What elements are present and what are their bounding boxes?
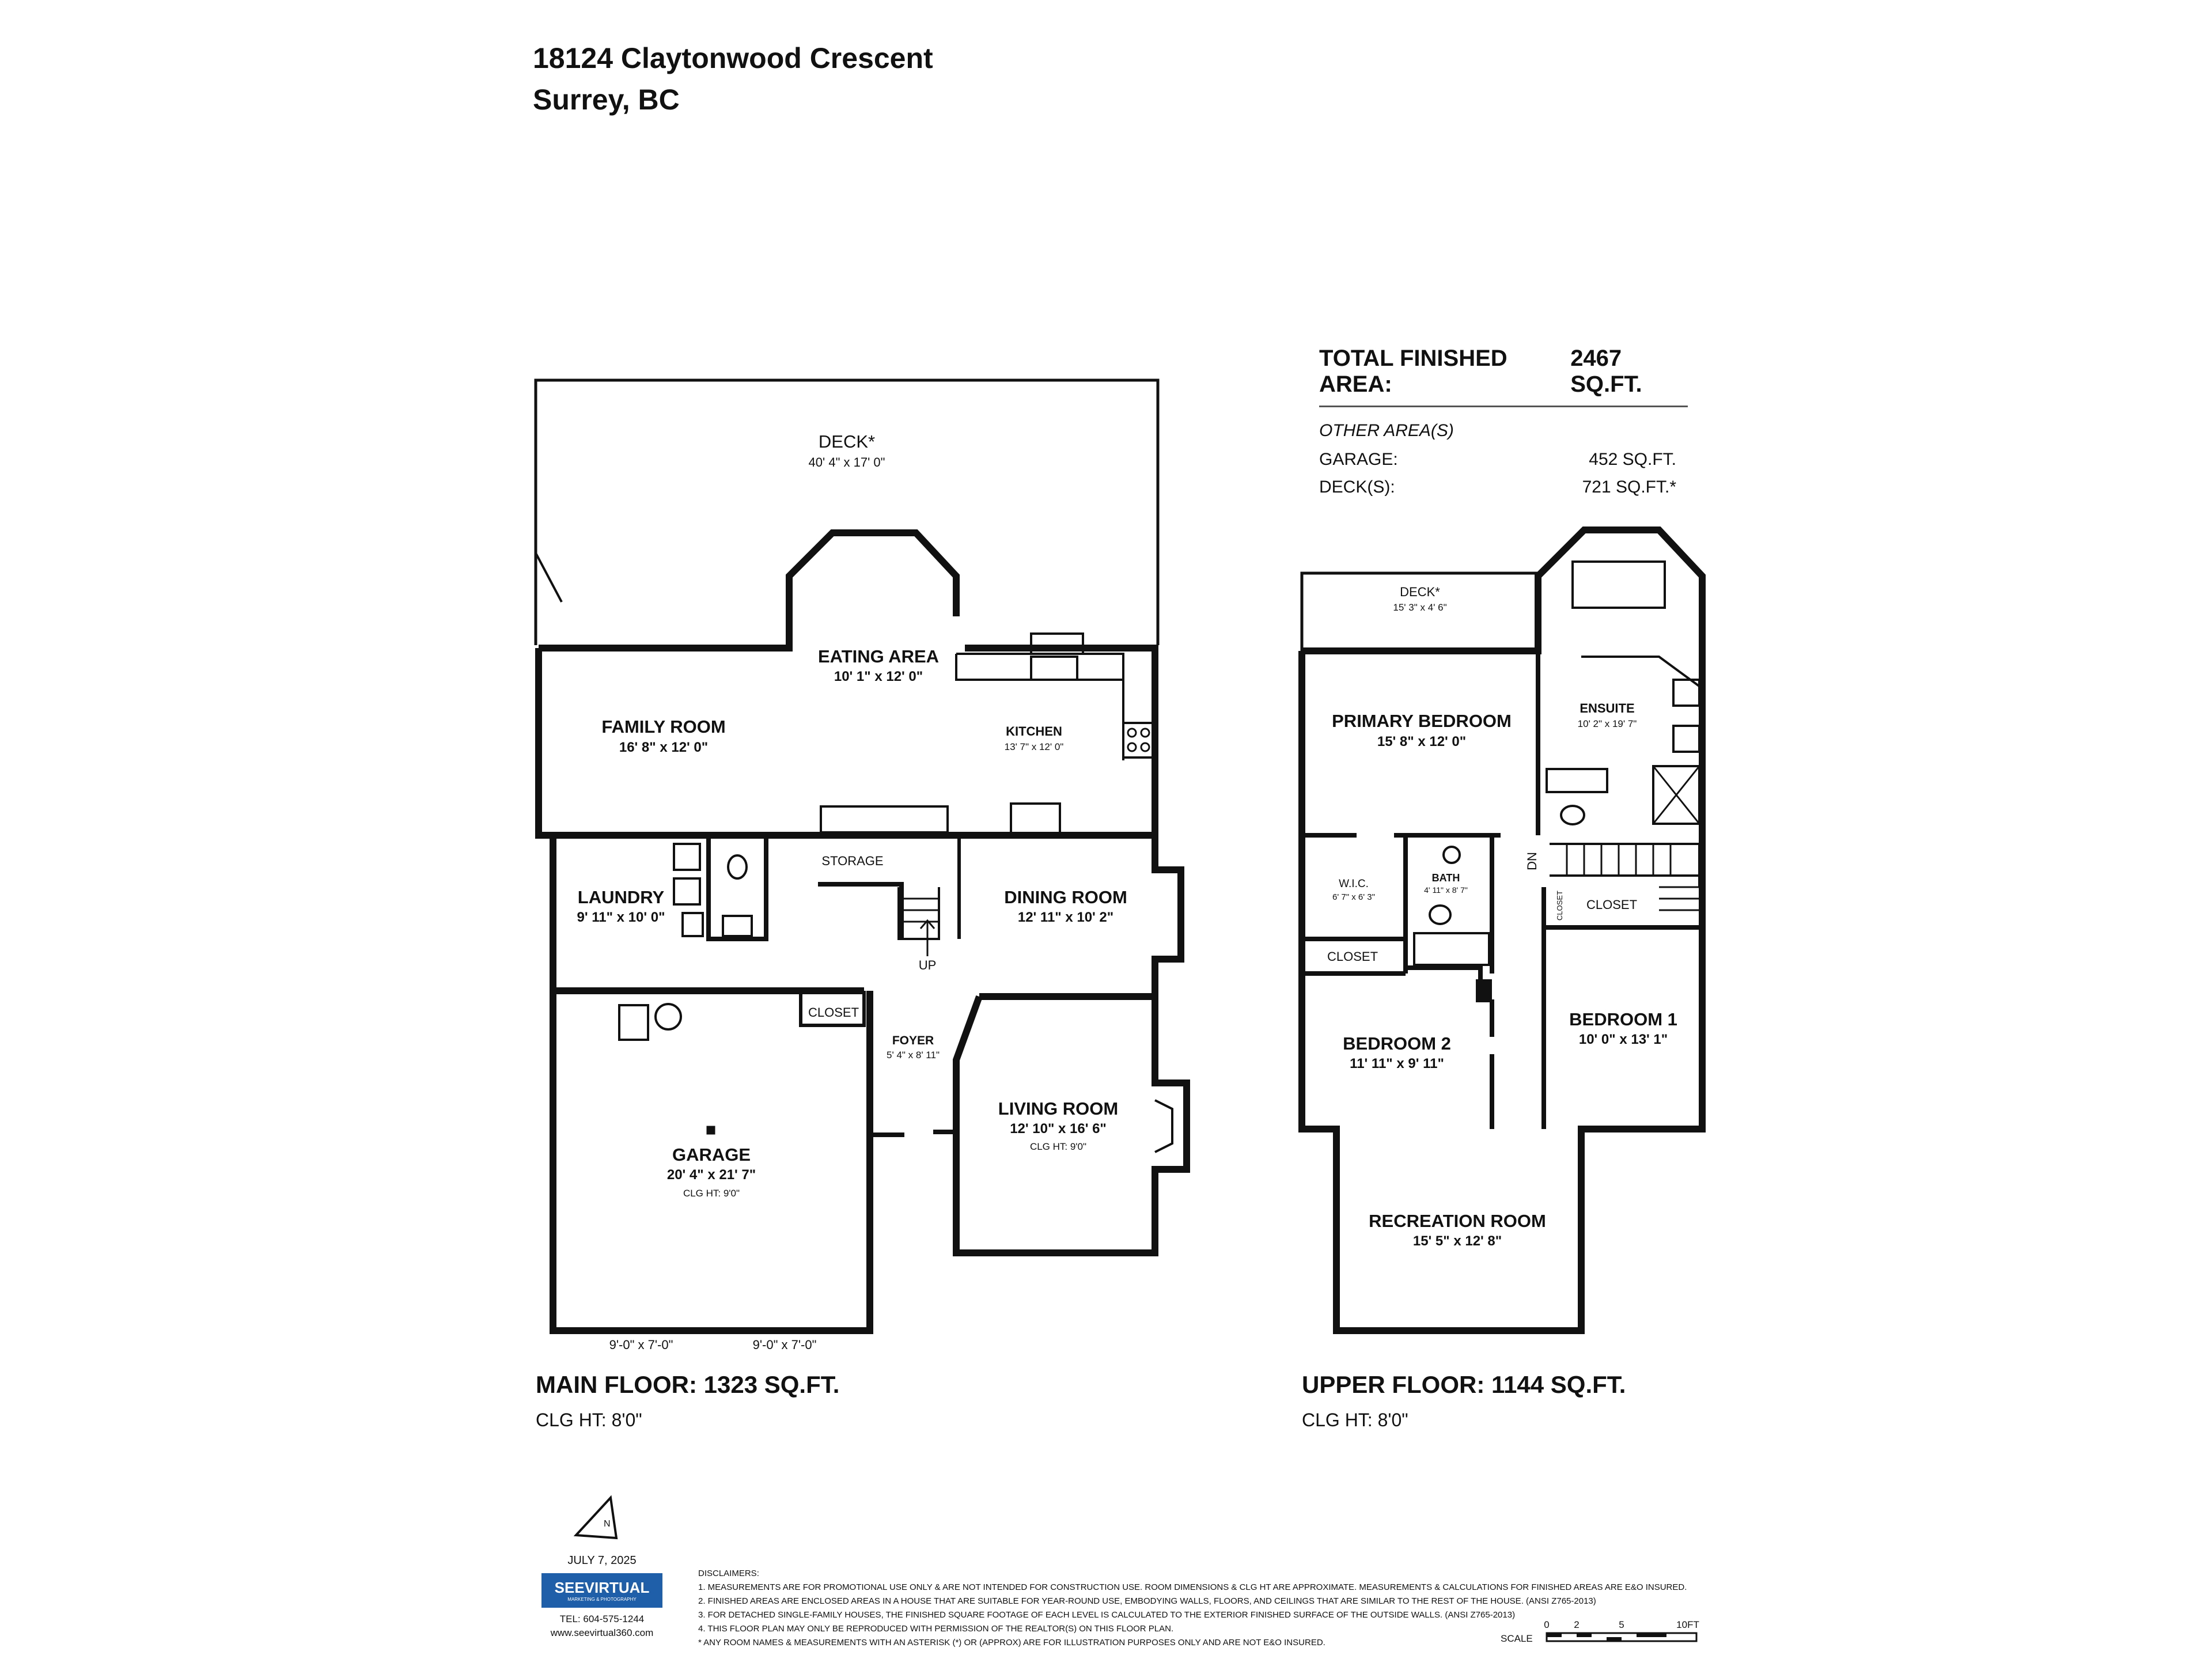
total-area-label: TOTAL FINISHED AREA: [1319,346,1508,397]
wic-name: W.I.C. [1339,878,1369,890]
garage-name: GARAGE [672,1145,751,1165]
disclaimers [698,1567,1712,1650]
disclaimer-3: 3. FOR DETACHED SINGLE-FAMILY HOUSES, THE FINISHED SQUARE FOOTAGE OF EACH LEVEL IS CALCULATED TO THE EXTERIOR FINISHED SURFACE OF THE OUTSIDE WALLS. (ANSI Z765-2013) [698,1610,1516,1620]
address-line-2: Surrey, BC [533,84,680,116]
living-room-dim: 12' 10" x 16' 6" [1010,1121,1107,1137]
recreation-room-name: RECREATION ROOM [1369,1211,1546,1231]
ensuite-dim: 10' 2" x 19' 7" [1577,718,1637,729]
bedroom-1-dim: 10' 0" x 13' 1" [1578,1032,1668,1047]
family-room-name: FAMILY ROOM [601,717,726,737]
dining-room-dim: 12' 11" x 10' 2" [1017,910,1114,925]
address-line-1: 18124 Claytonwood Crescent [533,42,933,74]
laundry-dim: 9' 11" x 10' 0" [577,910,665,925]
upper-closet-b-name: CLOSET [1327,949,1378,964]
deck-area-label: DECK(S): [1319,478,1395,497]
garage-area-value: 452 SQ.FT. [1589,450,1676,469]
disclaimer-title: DISCLAIMERS: [698,1569,759,1578]
main-deck-name: DECK* [818,431,876,452]
deck-area-value: 721 SQ.FT.* [1582,478,1676,497]
kitchen-dim: 13' 7" x 12' 0" [1004,741,1064,752]
seevirtual-logo [541,1573,662,1608]
dining-room-name: DINING ROOM [1004,887,1127,907]
bedroom-1-name: BEDROOM 1 [1569,1009,1677,1029]
main-floor-clg: CLG HT: 8'0" [536,1410,642,1430]
recreation-room-dim: 15' 5" x 12' 8" [1412,1233,1502,1249]
stairs-down-label: DN [1525,852,1539,870]
garage-door-1-dim: 9'-0" x 7'-0" [609,1338,673,1352]
other-areas-label: OTHER AREA(S) [1319,421,1454,440]
stairs-up-label: UP [918,958,937,972]
disclaimer-2: 2. FINISHED AREAS ARE ENCLOSED AREAS IN A HOUSE THAT ARE SUITABLE FOR YEAR-ROUND USE, EMBODYING WALLS, FLOORS, AND CEILINGS THAT ARE SIMILAR TO THE REST OF THE HOUSE. (ANSI Z765-2013) [698,1596,1596,1606]
garage-clg: CLG HT: 9'0" [683,1188,740,1199]
total-area-value: 2467 SQ.FT. [1570,346,1642,397]
storage-name: STORAGE [821,854,884,868]
upper-closet-a-name: CLOSET [1586,897,1638,912]
laundry-name: LAUNDRY [577,887,665,907]
main-floor-title: MAIN FLOOR: 1323 SQ.FT. [536,1371,840,1398]
compass-letter: N [604,1519,611,1529]
contact-tel: TEL: 604-575-1244 [559,1613,645,1624]
garage-dim: 20' 4" x 21' 7" [666,1167,756,1183]
eating-area-dim: 10' 1" x 12' 0" [834,669,923,684]
bath-dim: 4' 11" x 8' 7" [1424,885,1468,895]
scale-label-10: 10FT [1676,1619,1699,1630]
primary-bedroom-name: PRIMARY BEDROOM [1332,711,1512,731]
scale-word: SCALE [1501,1633,1533,1644]
main-deck-outline [536,380,1158,645]
main-deck-dim: 40' 4" x 17' 0" [808,455,885,469]
disclaimer-1: 1. MEASUREMENTS ARE FOR PROMOTIONAL USE ONLY & ARE NOT INTENDED FOR CONSTRUCTION USE. ROOM DIMENSIONS & CLG HT ARE APPROXIMATE. MEASUREMENTS & CALCULATIONS FOR FINISHED AREAS ARE E&O INSURED. [698,1582,1687,1592]
bedroom-2-dim: 11' 11" x 9' 11" [1350,1056,1444,1071]
family-room-dim: 16' 8" x 12' 0" [619,740,709,755]
garage-door-2-dim: 9'-0" x 7'-0" [752,1338,817,1352]
scale-label-2: 2 [1574,1619,1580,1630]
logo-tagline: MARKETING & PHOTOGRAPHY [567,1597,637,1602]
upper-deck-name: DECK* [1400,585,1440,599]
dining-wall [1155,835,1181,997]
main-closet-name: CLOSET [808,1005,859,1020]
scale-label-5: 5 [1619,1619,1624,1630]
ensuite-name: ENSUITE [1580,701,1635,715]
disclaimer-5: * ANY ROOM NAMES & MEASUREMENTS WITH AN ASTERISK (*) OR (APPROX) ARE FOR ILLUSTRATION PURPOSES ONLY AND ARE NOT E&O INSURED. [698,1638,1325,1647]
footer-branding [541,1554,662,1639]
disclaimer-4: 4. THIS FLOOR PLAN MAY ONLY BE REPRODUCED WITH PERMISSION OF THE REALTOR(S) ON THIS FLOOR PLAN. [698,1624,1174,1634]
garage-area-label: GARAGE: [1319,450,1398,469]
upper-floor-title: UPPER FLOOR: 1144 SQ.FT. [1302,1371,1626,1398]
primary-bedroom-dim: 15' 8" x 12' 0" [1377,734,1467,749]
foyer-name: FOYER [892,1034,934,1047]
living-room-name: LIVING ROOM [998,1099,1119,1119]
eating-bay-wall [539,533,956,648]
contact-web: www.seevirtual360.com [550,1627,654,1638]
upper-floor-clg: CLG HT: 8'0" [1302,1410,1408,1430]
bath-name: BATH [1431,872,1460,884]
wic-dim: 6' 7" x 6' 3" [1332,892,1375,902]
plan-date: JULY 7, 2025 [567,1554,637,1567]
north-arrow-icon [576,1498,616,1538]
upper-deck-dim: 15' 3" x 4' 6" [1393,602,1447,613]
small-closet-name: CLOSET [1555,890,1564,921]
kitchen-name: KITCHEN [1006,724,1062,738]
eating-area-name: EATING AREA [817,646,940,666]
foyer-dim: 5' 4" x 8' 11" [887,1050,940,1060]
scale-label-0: 0 [1544,1619,1550,1630]
bedroom-2-name: BEDROOM 2 [1343,1033,1451,1054]
living-room-clg: CLG HT: 9'0" [1029,1141,1087,1152]
logo-text: SEEVIRTUAL [554,1579,650,1596]
